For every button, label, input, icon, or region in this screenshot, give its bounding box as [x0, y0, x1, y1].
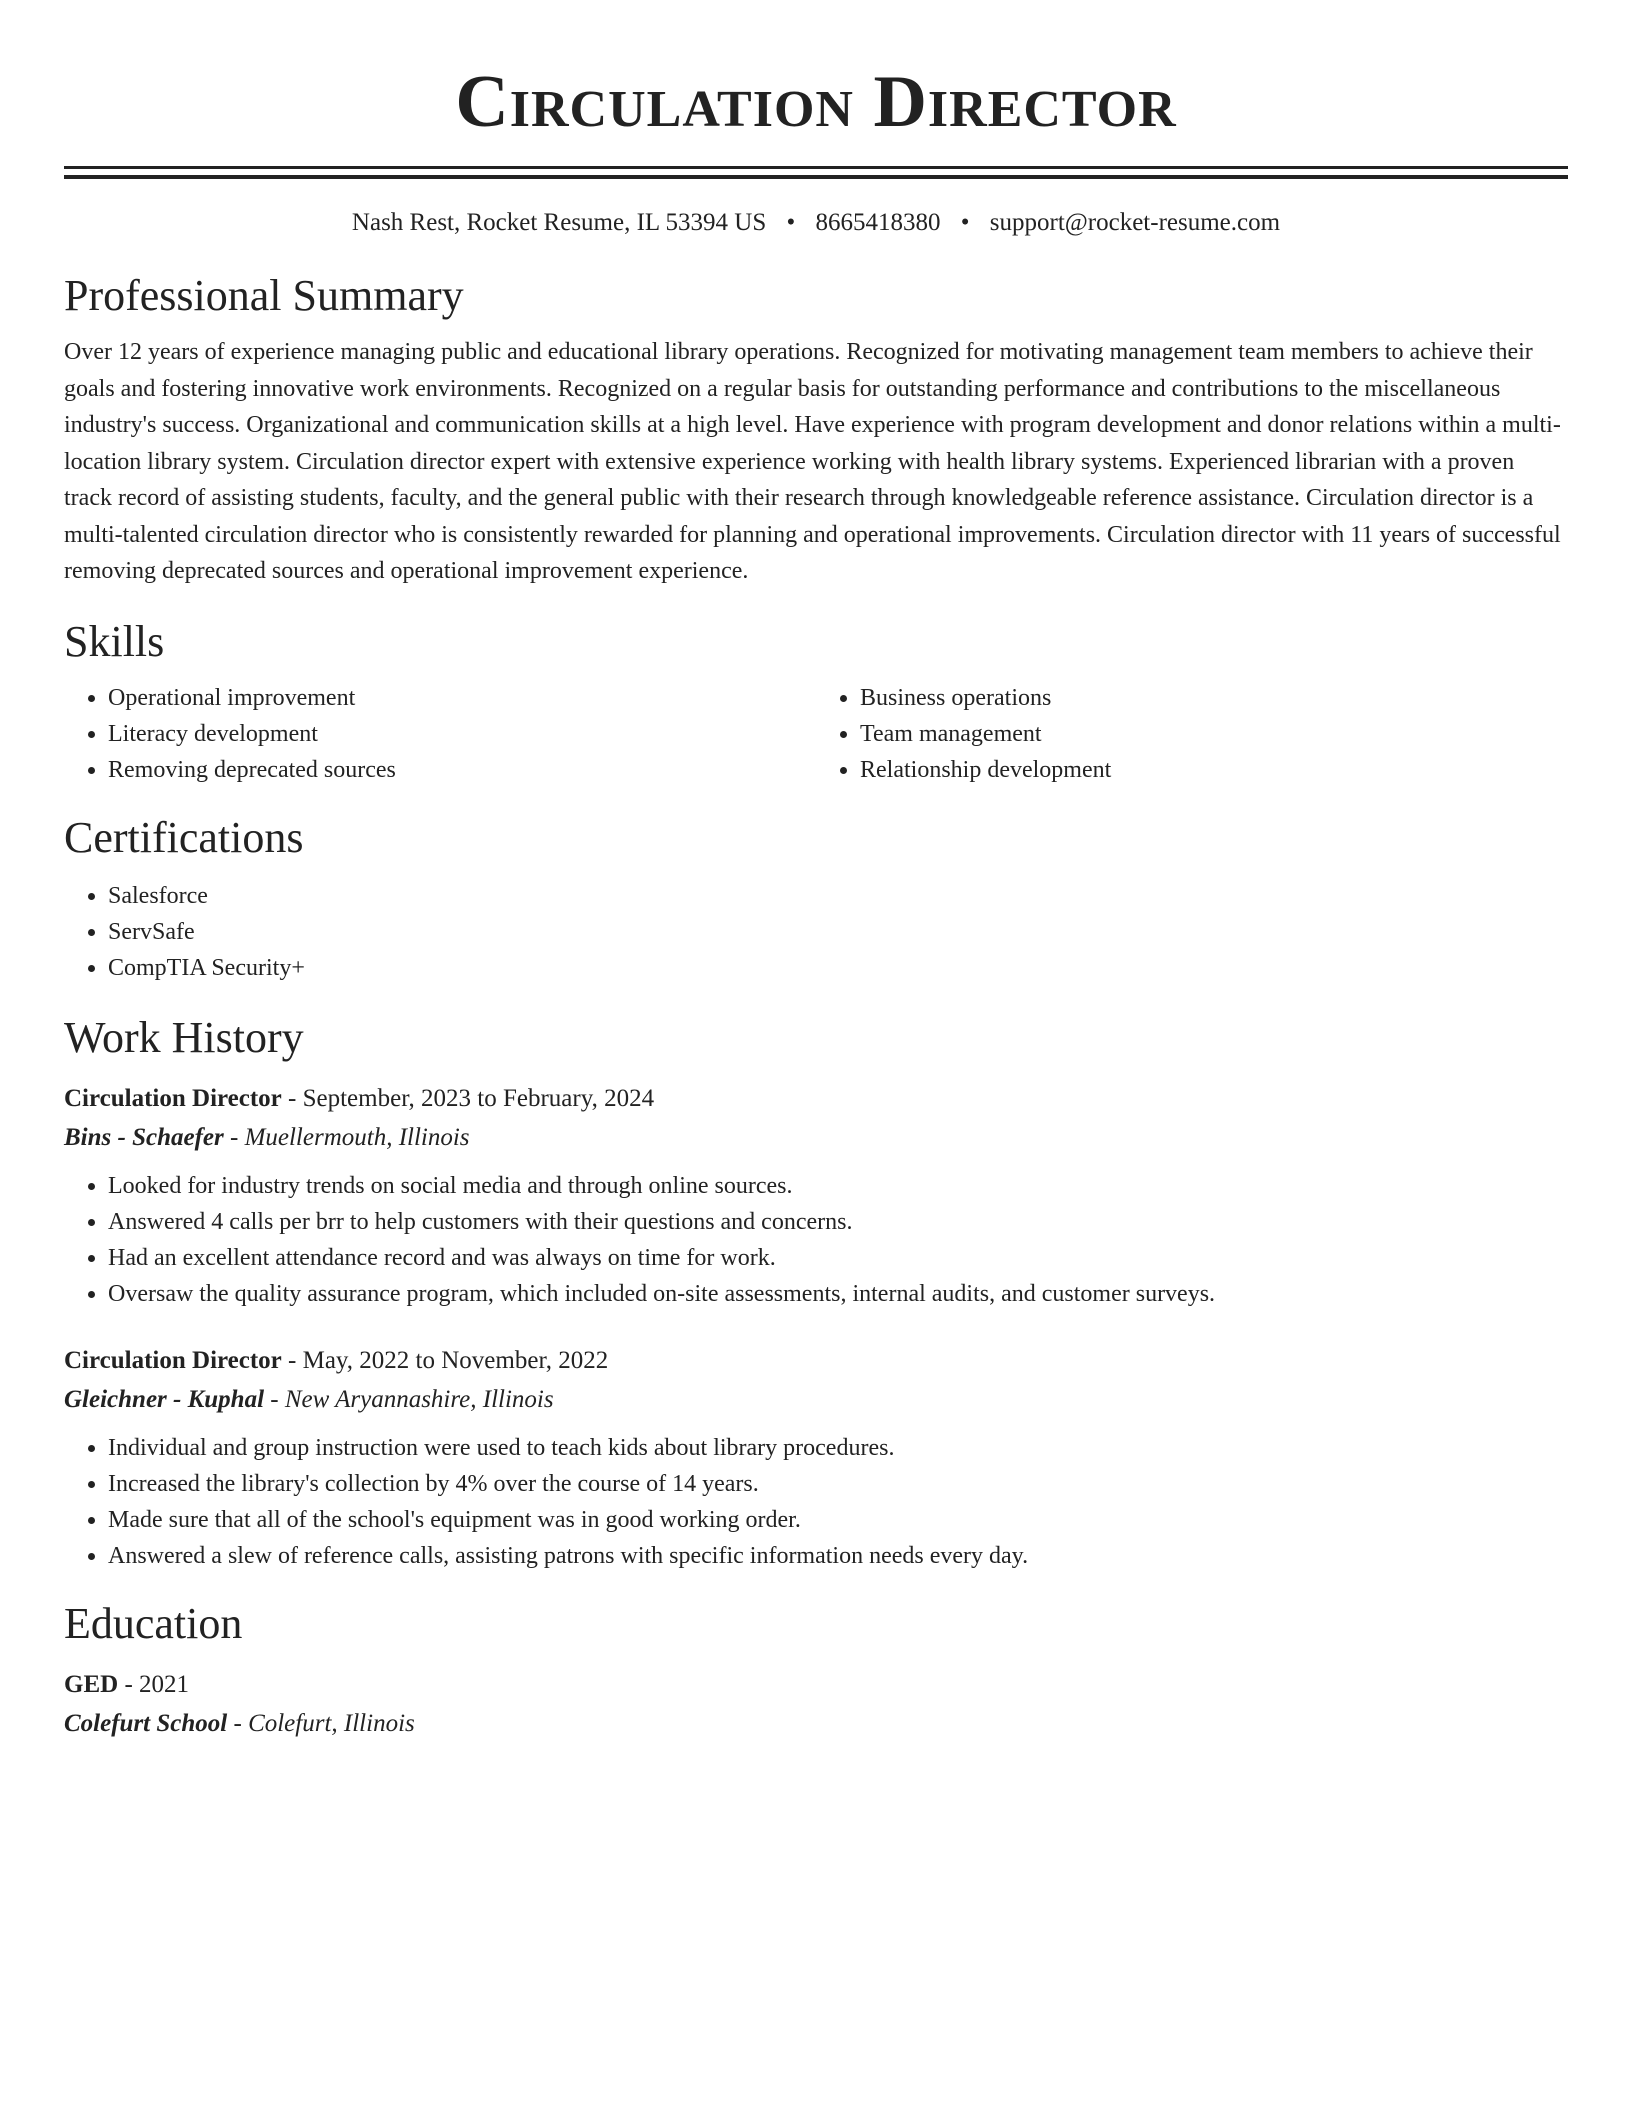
resume-title: Circulation Director: [455, 61, 1177, 143]
dash: -: [229, 1123, 239, 1151]
certifications-list: [64, 878, 1568, 986]
work-history-heading: Work History: [64, 1012, 304, 1062]
job-company: Bins - Schaefer: [64, 1123, 224, 1151]
job-employer-line: [64, 1118, 1568, 1158]
job-bullet: • Made sure that all of the school's equipment was in good working order.: [108, 1502, 1568, 1538]
dash: -: [288, 1346, 297, 1374]
education-location: Colefurt, Illinois: [248, 1709, 415, 1737]
education-degree: GED: [64, 1670, 119, 1698]
job-bullet: • Looked for industry trends on social media and through online sources.: [108, 1168, 1568, 1204]
education-school: Colefurt School: [64, 1709, 228, 1737]
job-entry: [64, 1342, 1568, 1574]
education-year: 2021: [139, 1670, 190, 1698]
job-bullet: • Answered a slew of reference calls, assisting patrons with specific information needs every day.: [108, 1538, 1568, 1574]
job-dates: May, 2022 to November, 2022: [302, 1346, 609, 1374]
job-bullet: • Individual and group instruction were used to teach kids about library procedures.: [108, 1430, 1568, 1466]
skill-item: • Business operations: [860, 680, 1568, 716]
job-bullet: • Increased the library's collection by 4% over the course of 14 years.: [108, 1466, 1568, 1502]
certification-item: • Salesforce: [108, 878, 1568, 914]
dash: -: [124, 1670, 133, 1698]
contact-email: support@rocket-resume.com: [989, 209, 1281, 236]
skill-item: • Literacy development: [108, 716, 816, 752]
job-company: Gleichner - Kuphal: [64, 1385, 265, 1413]
education-heading: Education: [64, 1598, 243, 1648]
job-entry: [64, 1080, 1568, 1312]
job-title: Circulation Director: [64, 1346, 282, 1374]
education-school-line: [64, 1704, 1568, 1744]
job-employer-line: [64, 1380, 1568, 1420]
education-header: [64, 1666, 1568, 1704]
skills-columns: [64, 680, 1568, 788]
summary-text: Over 12 years of experience managing public and educational library operations. Recognized for motivating management team members to achieve their goals and fostering innovative work environments. Recognized on a regular basis for outstanding performance and contributions to the miscellaneous industry's success. Organizational and communication skills at a high level. Have experience with program development and donor relations within a multi-location library system. Circulation director expert with extensive experience working with health library systems. Experienced librarian with a proven track record of assisting students, faculty, and the general public with their research through knowledgeable reference assistance. Circulation director is a multi-talented circulation director who is consistently rewarded for planning and operational improvements. Circulation director with 11 years of successful removing deprecated sources and operational improvement experience.: [64, 339, 1561, 584]
job-header: [64, 1080, 1568, 1118]
dash: -: [270, 1385, 279, 1413]
job-bullet: • Oversaw the quality assurance program, which included on-site assessments, internal audits, and customer surveys.: [108, 1276, 1568, 1312]
certifications-heading: Certifications: [64, 812, 304, 862]
job-bullets: [64, 1168, 1568, 1312]
contact-line: [64, 206, 1568, 240]
dash: -: [233, 1709, 242, 1737]
contact-separator: •: [960, 209, 970, 236]
job-location: New Aryannashire, Illinois: [284, 1385, 554, 1413]
job-header: [64, 1342, 1568, 1380]
dash: -: [288, 1084, 297, 1112]
title-divider: [64, 166, 1568, 179]
skills-left-list: [64, 680, 816, 788]
certification-item: • ServSafe: [108, 914, 1568, 950]
skills-right-list: [816, 680, 1568, 788]
job-bullet: • Had an excellent attendance record and was always on time for work.: [108, 1240, 1568, 1276]
skills-heading: Skills: [64, 616, 165, 666]
skill-item: • Removing deprecated sources: [108, 752, 816, 788]
summary-heading: Professional Summary: [64, 271, 464, 320]
job-location: Muellermouth, Illinois: [244, 1123, 470, 1151]
job-title: Circulation Director: [64, 1084, 282, 1112]
job-dates: September, 2023 to February, 2024: [302, 1084, 655, 1112]
job-bullet: • Answered 4 calls per brr to help customers with their questions and concerns.: [108, 1204, 1568, 1240]
job-bullets: [64, 1430, 1568, 1574]
contact-separator: •: [786, 209, 796, 236]
resume-page: [64, 0, 1568, 1744]
skill-item: • Team management: [860, 716, 1568, 752]
skill-item: • Relationship development: [860, 752, 1568, 788]
skill-item: • Operational improvement: [108, 680, 816, 716]
contact-phone: 8665418380: [815, 209, 941, 236]
certification-item: • CompTIA Security+: [108, 950, 1568, 986]
contact-address: Nash Rest, Rocket Resume, IL 53394 US: [351, 209, 767, 236]
